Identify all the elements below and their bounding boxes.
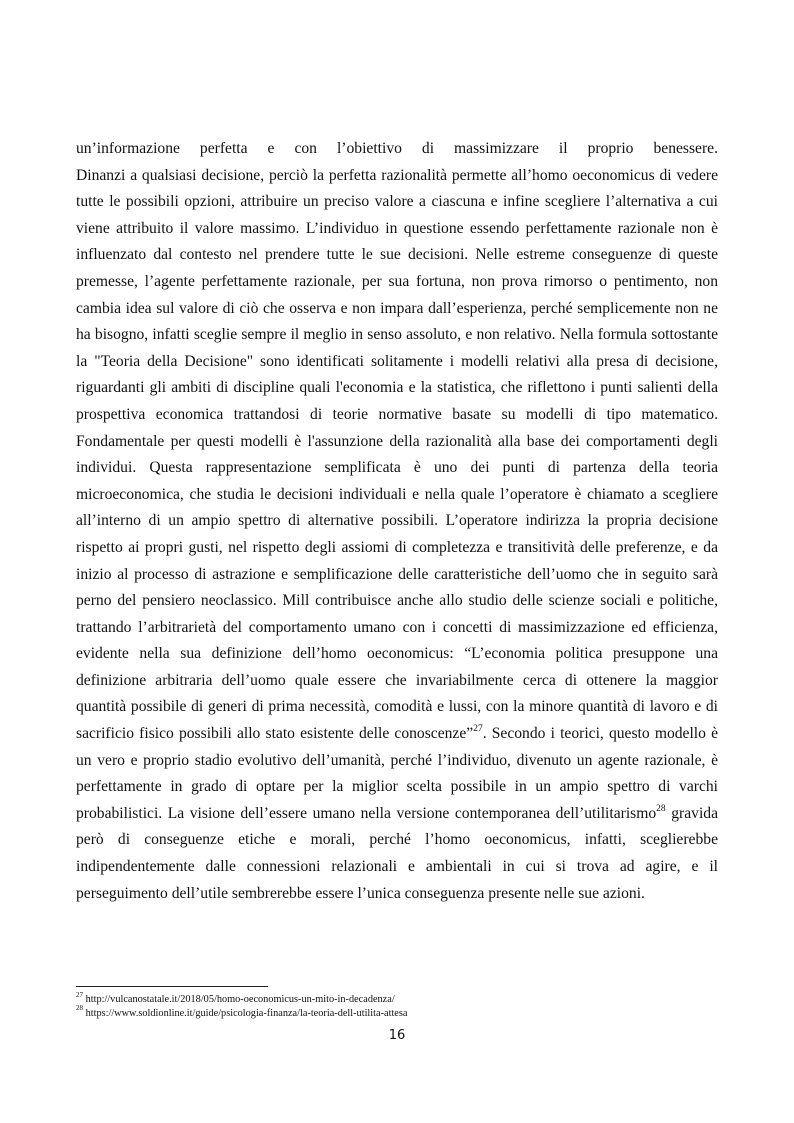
- text-fragment: gravida: [665, 804, 718, 822]
- text-line: [76, 721, 718, 748]
- text-line: trattando l’arbitrarietà del comportamento umano con i concetti di massimizzazione ed efficienza,: [76, 618, 718, 636]
- text-line: perfettamente in grado di optare per la miglior scelta possibile in un ampio spettro di varchi: [76, 778, 718, 796]
- text-line: perno del pensiero neoclassico. Mill contribuisce anche allo studio delle scienze sociali e politiche,: [76, 592, 718, 610]
- text-line: microeconomica, che studia le decisioni individuali e nella quale l’operatore è chiamato a scegliere: [76, 485, 718, 503]
- text-fragment: sacrificio fisico possibili allo stato esistente delle conoscenze”: [76, 725, 474, 743]
- text-line: inizio al processo di astrazione e semplificazione delle caratteristiche dell’uomo che in seguito sarà: [76, 565, 718, 583]
- page-number: 16: [388, 1028, 406, 1043]
- text-line: indipendentemente dalle connessioni relazionali e ambientali in cui si trova ad agire, e il: [76, 858, 718, 876]
- footnote-link[interactable]: https://www.soldionline.it/guide/psicologia-finanza/la-teoria-dell-utilita-attesa: [83, 1007, 408, 1019]
- text-line: perseguimento dell’utile sembrerebbe essere l’unica conseguenza presente nelle sue azioni.: [76, 884, 645, 902]
- footnote-mark: 27: [76, 990, 83, 999]
- footnote-28: [76, 1004, 718, 1021]
- text-line: individui. Questa rappresentazione semplificata è uno dei punti di partenza della teoria: [76, 459, 718, 477]
- footnote-separator: [76, 986, 268, 987]
- text-line: Dinanzi a qualsiasi decisione, perciò la perfetta razionalità permette all’homo oeconomicus di vedere: [76, 166, 718, 184]
- footnote-ref-28[interactable]: 28: [656, 803, 666, 814]
- footnote-mark: 28: [76, 1004, 83, 1013]
- text-line: cambia idea sul valore di ciò che osserva e non impara dall’esperienza, perché semplicemente non ne: [76, 299, 718, 317]
- text-line: quantità possibile di generi di prima necessità, comodità e lussi, con la minore quantità di lavoro e di: [76, 698, 718, 716]
- body-text: [76, 136, 718, 907]
- text-line: all’interno di un ampio spettro di alternative possibili. L’operatore indirizza la propria decisione: [76, 512, 718, 530]
- text-line: la "Teoria della Decisione" sono identificati solitamente i modelli relativi alla presa di decisione,: [76, 352, 718, 370]
- text-line: definizione arbitraria dell’uomo quale essere che invariabilmente cerca di ottenere la maggior: [76, 671, 718, 689]
- text-line: influenzato dal contesto nel prendere tutte le sue decisioni. Nelle estreme conseguenze di queste: [76, 246, 718, 264]
- footnote-link[interactable]: http://vulcanostatale.it/2018/05/homo-oeconomicus-un-mito-in-decadenza/: [83, 994, 395, 1005]
- text-line: evidente nella sua definizione dell’homo oeconomicus: “L’economia politica presuppone una: [76, 645, 718, 663]
- footnote-ref-27[interactable]: 27: [473, 723, 483, 734]
- text-line: però di conseguenze etiche e morali, perché l’homo oeconomicus, infatti, sceglierebbe: [76, 831, 718, 849]
- footnote-27: [76, 990, 718, 1007]
- text-line: un vero e proprio stadio evolutivo dell’umanità, perché l’individuo, divenuto un agente razionale, è: [76, 751, 718, 769]
- footnotes: [76, 990, 718, 1020]
- text-line: riguardanti gli ambiti di discipline quali l'economia e la statistica, che riflettono i punti salienti della: [76, 379, 718, 397]
- text-line: rispetto ai propri gusti, nel rispetto degli assiomi di completezza e transitività delle preferenze, e da: [76, 538, 718, 556]
- text-line: [76, 801, 718, 828]
- text-line: un’informazione perfetta e con l’obiettivo di massimizzare il proprio benessere.: [76, 140, 718, 157]
- text-line: premesse, l’agente perfettamente razionale, per sua fortuna, non prova rimorso o pentimento, non: [76, 272, 718, 290]
- text-fragment: . Secondo i teorici, questo modello è: [482, 725, 718, 743]
- text-line: tutte le possibili opzioni, attribuire un preciso valore a ciascuna e infine scegliere l’alternativa a cui: [76, 193, 718, 211]
- text-line: Fondamentale per questi modelli è l'assunzione della razionalità alla base dei comportamenti degli: [76, 432, 718, 450]
- text-fragment: probabilistici. La visione dell’essere umano nella versione contemporanea dell’utilitarismo: [76, 804, 657, 822]
- text-line: viene attribuito il valore massimo. L’individuo in questione essendo perfettamente razionale non è: [76, 219, 718, 237]
- text-line: ha bisogno, infatti sceglie sempre il meglio in senso assoluto, e non relativo. Nella formula sottostante: [76, 326, 718, 344]
- text-line: prospettiva economica trattandosi di teorie normative basate su modelli di tipo matematico.: [76, 405, 718, 423]
